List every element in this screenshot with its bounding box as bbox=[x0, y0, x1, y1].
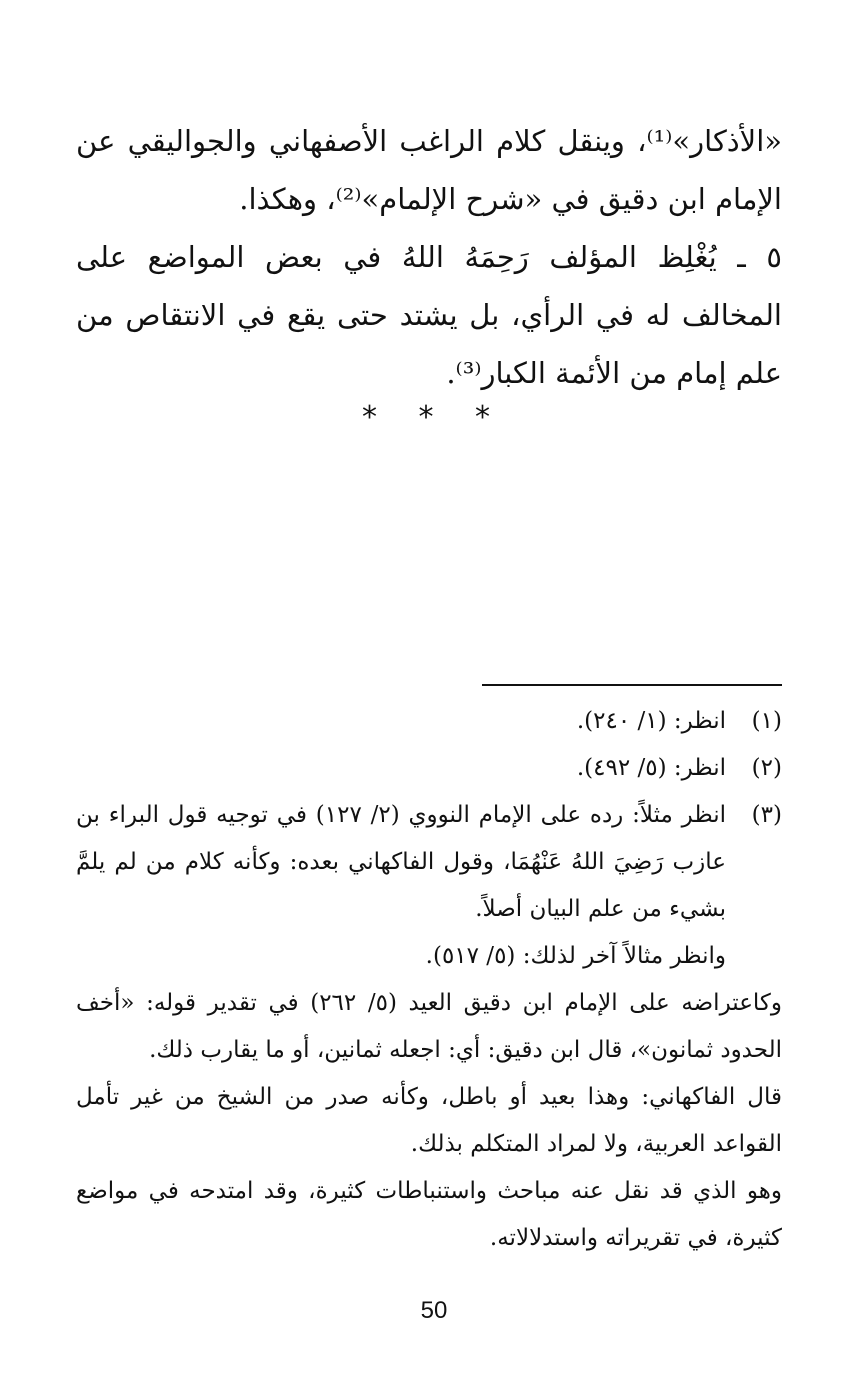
footnote-3-example: وانظر مثالاً آخر لذلك: (٥/ ٥١٧). bbox=[425, 943, 726, 969]
footnote-3-fakihani-quote: قال الفاكهاني: وهذا بعيد أو باطل، وكأنه صدر من الشيخ من غير تأمل القواعد العربية، ولا لمراد المتكلم بذلك. bbox=[76, 1084, 782, 1157]
page-number: 50 bbox=[420, 1297, 448, 1324]
footnote-divider bbox=[482, 684, 782, 686]
footnote-number: (٣) bbox=[751, 802, 782, 828]
footnote-3-remark: وهو الذي قد نقل عنه مباحث واستنباطات كثيرة، وقد امتدحه في مواضع كثيرة، في تقريراته واستدلالاته. bbox=[76, 1178, 782, 1251]
paragraph-2: ٥ ـ يُغْلِظ المؤلف رَحِمَهُ اللهُ في بعض المواضع على المخالف له في الرأي، بل يشتد حتى يقع في الانتقاص من علم إمام من الأئمة الكبار⁽³⁾. bbox=[76, 240, 782, 390]
footnote-text: انظر: (١/ ٢٤٠). bbox=[576, 708, 726, 734]
footnote-text: انظر: (٥/ ٤٩٢). bbox=[576, 755, 726, 781]
footnote-3-objection: وكاعتراضه على الإمام ابن دقيق العيد (٥/ ٢٦٢) في تقدير قوله: «أخف الحدود ثمانون»، قال ابن دقيق: أي: اجعله ثمانين، أو ما يقارب ذلك. bbox=[76, 990, 782, 1063]
footnote-text: انظر مثلاً: رده على الإمام النووي (٢/ ١٢٧) في توجيه قول البراء بن عازب رَضِيَ اللهُ عَنْهُمَا، وقول الفاكهاني بعده: وكأنه كلام من لم يلمَّ بشيء من علم البيان أصلاً. bbox=[76, 802, 727, 922]
footnote-2 bbox=[76, 745, 782, 792]
main-text bbox=[76, 112, 782, 402]
footnotes bbox=[76, 698, 782, 1262]
footnote-number: (١) bbox=[751, 708, 782, 734]
paragraph-1: «الأذكار»⁽¹⁾، وينقل كلام الراغب الأصفهاني والجواليقي عن الإمام ابن دقيق في «شرح الإلمام»⁽²⁾، وهكذا. bbox=[76, 124, 782, 216]
footnote-3 bbox=[76, 792, 782, 933]
footnote-1 bbox=[76, 698, 782, 745]
footnote-number: (٢) bbox=[751, 755, 782, 781]
section-separator: * * * bbox=[361, 400, 507, 435]
